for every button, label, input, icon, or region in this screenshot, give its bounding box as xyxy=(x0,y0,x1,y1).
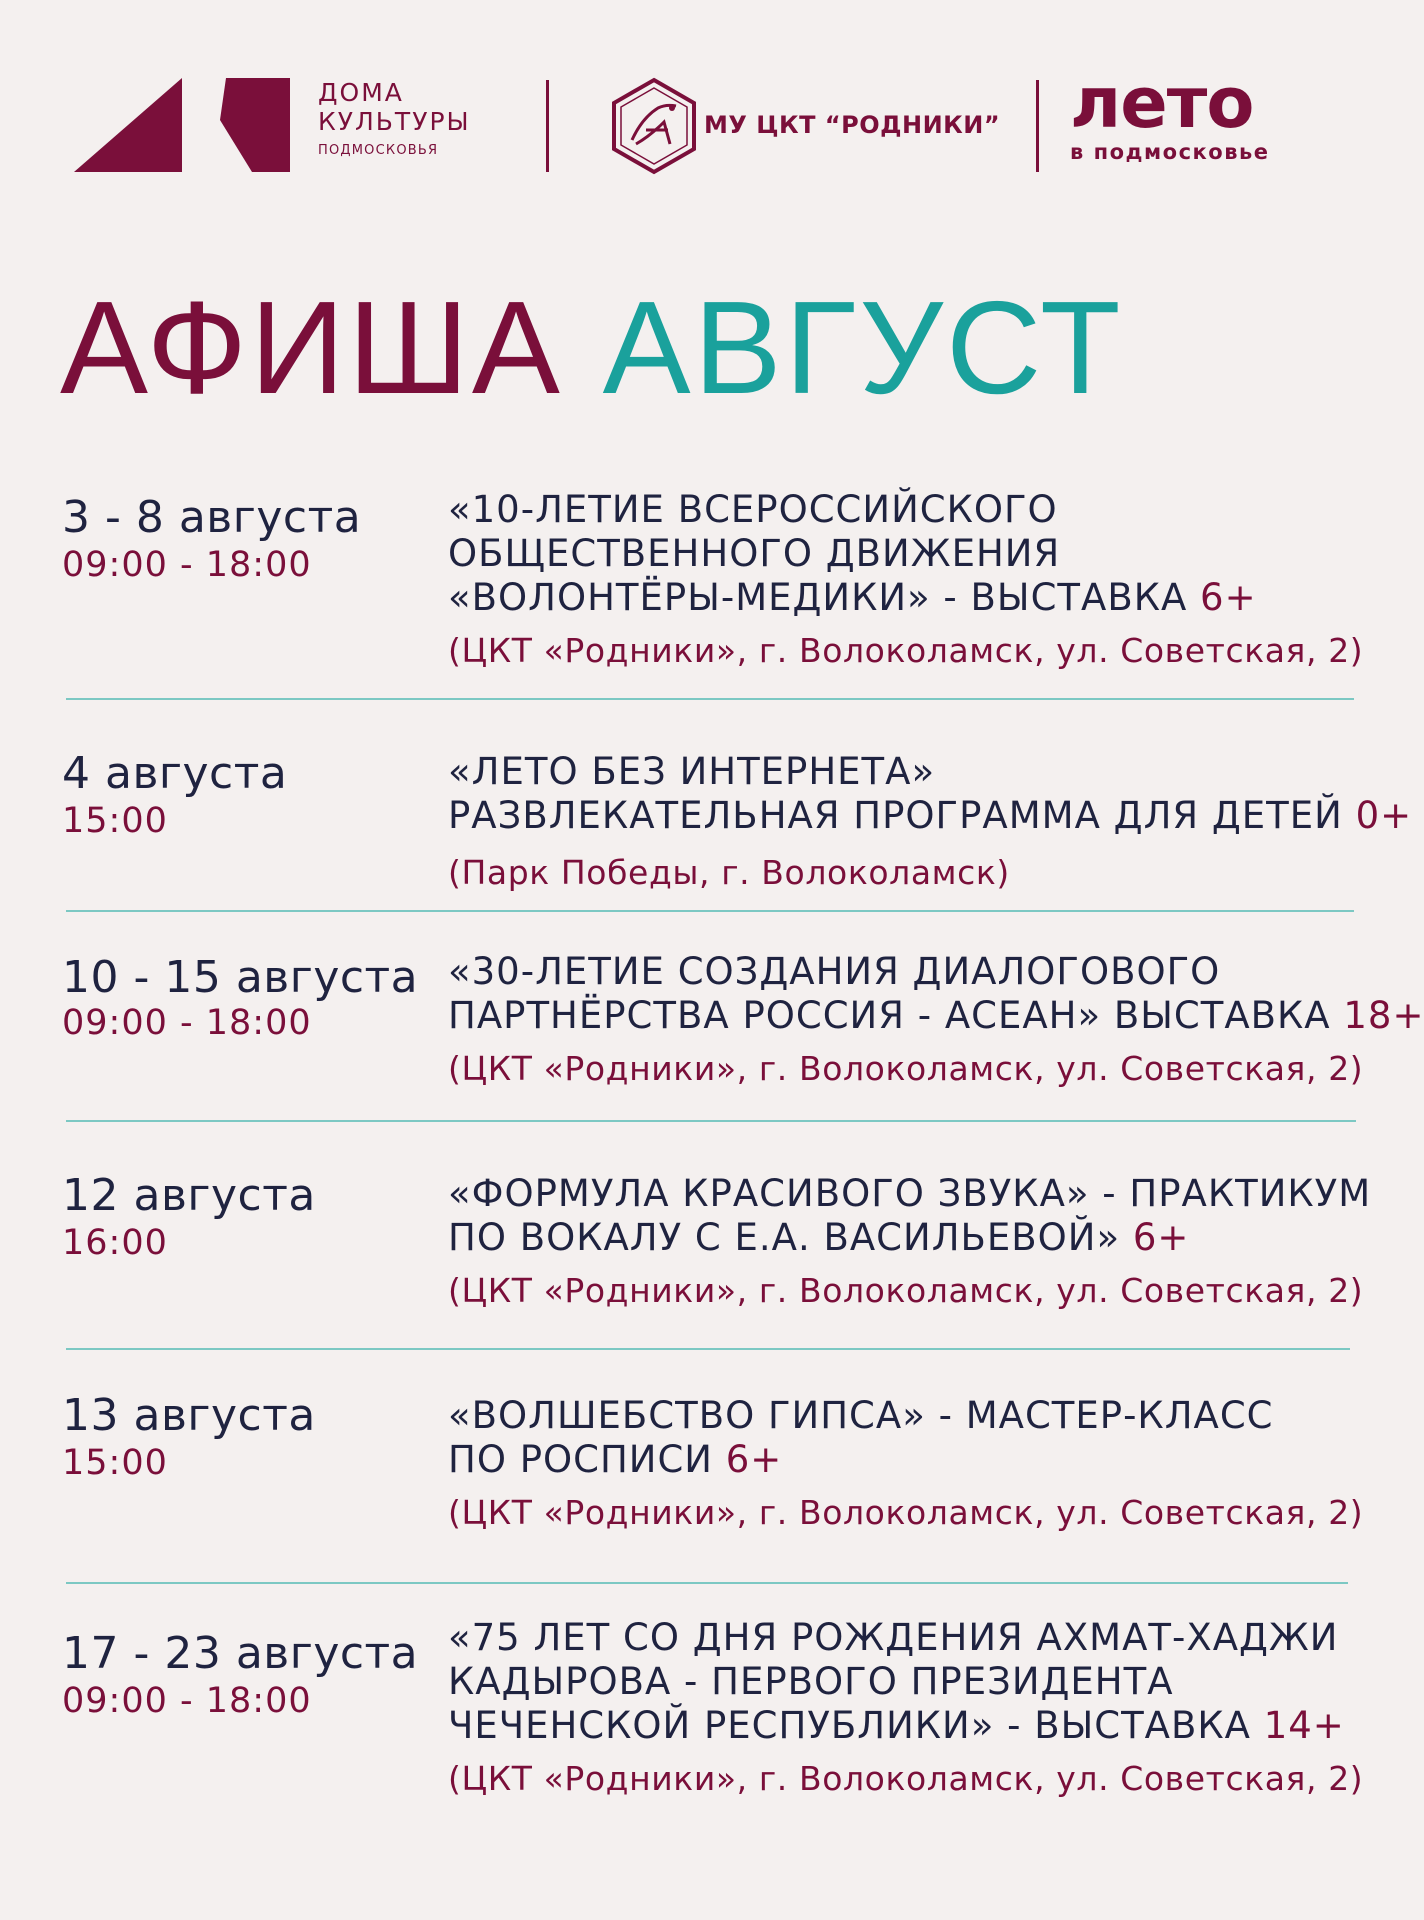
event-date: 13 августа xyxy=(62,1390,316,1441)
event-title-line xyxy=(448,994,1424,1038)
event-title-text: «ВОЛОНТЁРЫ-МЕДИКИ» - ВЫСТАВКА xyxy=(448,576,1188,619)
event-description xyxy=(448,1394,1388,1482)
event-separator xyxy=(66,698,1354,700)
event-description xyxy=(448,950,1424,1038)
event-time: 15:00 xyxy=(62,1443,168,1483)
event-title-text: РАЗВЛЕКАТЕЛЬНАЯ ПРОГРАММА ДЛЯ ДЕТЕЙ xyxy=(448,794,1343,837)
header-divider xyxy=(546,80,549,172)
brand-text xyxy=(318,80,471,157)
doma-kultury-logo xyxy=(74,78,290,172)
header-divider-2 xyxy=(1036,80,1039,172)
age-rating: 6+ xyxy=(725,1438,783,1481)
event-description xyxy=(448,750,1413,838)
brand-line-1: ДОМА xyxy=(318,78,404,107)
event-title-line xyxy=(448,576,1388,620)
event-date: 3 - 8 августа xyxy=(62,492,362,543)
age-rating: 14+ xyxy=(1263,1704,1345,1747)
event-title-line: «ЛЕТО БЕЗ ИНТЕРНЕТА» xyxy=(448,750,936,793)
brand-line-3: ПОДМОСКОВЬЯ xyxy=(318,143,439,158)
leto-logo-title: лето xyxy=(1070,62,1254,144)
page-title xyxy=(60,274,1124,421)
title-word-afisha: АФИША xyxy=(60,274,563,421)
event-title-line xyxy=(448,1704,1388,1748)
age-rating: 0+ xyxy=(1355,794,1413,837)
leto-logo-subtitle: в подмосковье xyxy=(1070,140,1270,164)
event-time: 09:00 - 18:00 xyxy=(62,1003,312,1043)
event-description xyxy=(448,488,1388,620)
event-separator xyxy=(66,1120,1356,1122)
event-title-line: ОБЩЕСТВЕННОГО ДВИЖЕНИЯ xyxy=(448,532,1061,575)
event-title-text: ПАРТНЁРСТВА РОССИЯ - АСЕАН» ВЫСТАВКА xyxy=(448,994,1331,1037)
event-title-line: «30-ЛЕТИЕ СОЗДАНИЯ ДИАЛОГОВОГО xyxy=(448,950,1221,993)
leto-logo xyxy=(1070,62,1270,164)
title-word-month: АВГУСТ xyxy=(602,274,1124,421)
event-venue: (ЦКТ «Родники», г. Волоколамск, ул. Советская, 2) xyxy=(448,1271,1364,1310)
event-venue: (ЦКТ «Родники», г. Волоколамск, ул. Советская, 2) xyxy=(448,1049,1364,1088)
event-separator xyxy=(66,1582,1348,1584)
event-title-line: «75 ЛЕТ СО ДНЯ РОЖДЕНИЯ АХМАТ-ХАДЖИ xyxy=(448,1616,1339,1659)
event-time: 15:00 xyxy=(62,801,168,841)
event-title-text: ПО РОСПИСИ xyxy=(448,1438,713,1481)
event-time: 09:00 - 18:00 xyxy=(62,1681,312,1721)
event-date: 12 августа xyxy=(62,1170,316,1221)
event-title-line xyxy=(448,1216,1388,1260)
event-date: 4 августа xyxy=(62,748,288,799)
event-venue: (ЦКТ «Родники», г. Волоколамск, ул. Советская, 2) xyxy=(448,1759,1364,1798)
brand-line-2: КУЛЬТУРЫ xyxy=(318,107,471,136)
age-rating: 6+ xyxy=(1200,576,1257,619)
event-title-text: ЧЕЧЕНСКОЙ РЕСПУБЛИКИ» - ВЫСТАВКА xyxy=(448,1704,1251,1747)
event-venue: (ЦКТ «Родники», г. Волоколамск, ул. Советская, 2) xyxy=(448,631,1364,670)
event-separator xyxy=(66,1348,1350,1350)
event-time: 09:00 - 18:00 xyxy=(62,545,312,585)
age-rating: 6+ xyxy=(1132,1216,1190,1259)
event-description xyxy=(448,1616,1388,1748)
rodniki-emblem-icon xyxy=(606,78,702,174)
event-separator xyxy=(66,910,1354,912)
event-title-line: «ВОЛШЕБСТВО ГИПСА» - МАСТЕР-КЛАСС xyxy=(448,1394,1274,1437)
event-title-line xyxy=(448,1438,1388,1482)
mu-ckt-name: МУ ЦКТ “РОДНИКИ” xyxy=(704,111,1001,139)
event-title-line: «ФОРМУЛА КРАСИВОГО ЗВУКА» - ПРАКТИКУМ xyxy=(448,1172,1372,1215)
event-description xyxy=(448,1172,1388,1260)
event-title-line: «10-ЛЕТИЕ ВСЕРОССИЙСКОГО xyxy=(448,488,1058,531)
event-venue: (Парк Победы, г. Волоколамск) xyxy=(448,853,1010,892)
event-date: 10 - 15 августа xyxy=(62,952,419,1003)
event-time: 16:00 xyxy=(62,1223,168,1263)
event-title-line xyxy=(448,794,1413,838)
event-title-line: КАДЫРОВА - ПЕРВОГО ПРЕЗИДЕНТА xyxy=(448,1660,1174,1703)
event-date: 17 - 23 августа xyxy=(62,1628,419,1679)
event-title-text: ПО ВОКАЛУ С Е.А. ВАСИЛЬЕВОЙ» xyxy=(448,1216,1121,1259)
event-venue: (ЦКТ «Родники», г. Волоколамск, ул. Советская, 2) xyxy=(448,1493,1364,1532)
age-rating: 18+ xyxy=(1343,994,1424,1037)
